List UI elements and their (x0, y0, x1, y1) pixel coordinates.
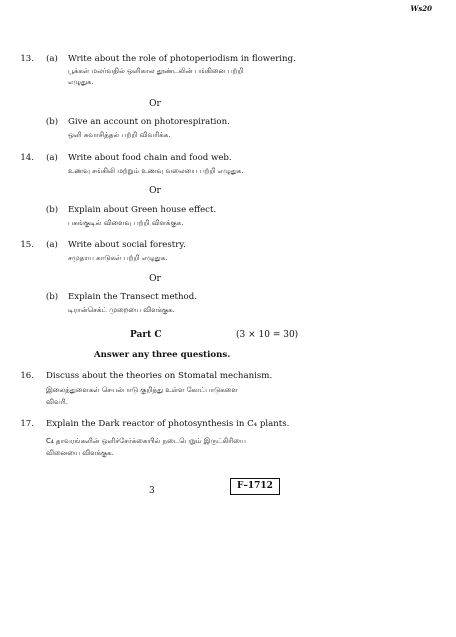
question-13a-tamil-line1: பூக்கள் மலர்வதில் ஒளிகால தூண்டலின் பங்கினை பற்றி (68, 67, 244, 75)
question-15a-tamil: சமுதாய காடுகள் பற்றி எழுதுக. (68, 254, 168, 262)
question-14b-label: (b) (45, 205, 59, 215)
question-14b-text: Explain about Green house effect. (68, 205, 217, 215)
question-14b-tamil: பசுங்குடில் விளைவு பற்றி விளக்குக. (68, 219, 184, 227)
question-14-or: Or (149, 186, 161, 196)
question-13a-tamil-line2: எழுதுக. (68, 78, 94, 86)
question-15b-label: (b) (45, 292, 59, 302)
question-14a-label: (a) (46, 153, 58, 163)
question-17-tamil-line1: C₄ தாவரங்களின் ஒளிச்சேர்க்கையில் நடைபெறும் இருட்கிரியை (46, 437, 246, 445)
page-number: 3 (149, 486, 155, 496)
question-13b-text: Give an account on photorespiration. (68, 117, 230, 127)
question-14a-text: Write about food chain and food web. (68, 153, 232, 163)
question-16-number: 16. (20, 371, 34, 381)
question-14a-tamil: உணவு சங்கிலி மற்றும் உணவு வலையை பற்றி எழுதுக. (68, 167, 244, 175)
part-c-title: Part C (130, 330, 162, 340)
question-15b-tamil: டிரான்செக்ட் முறையை விளக்குக. (68, 306, 175, 314)
question-15b-text: Explain the Transect method. (68, 292, 197, 302)
question-16-tamil-line1: இலைத்துளைகள் செயல்பாடு குறித்து உள்ள கோட்பாடுகளை (46, 386, 238, 394)
part-c-marks: (3 × 10 = 30) (236, 330, 299, 340)
question-15a-text: Write about social forestry. (68, 240, 186, 250)
question-17-number: 17. (20, 419, 34, 429)
question-13-number: 13. (20, 54, 34, 64)
paper-code-box: F–1712 (230, 478, 280, 495)
question-13a-label: (a) (46, 54, 58, 64)
question-16-tamil-line2: விவரி. (46, 398, 68, 406)
question-15a-label: (a) (46, 240, 58, 250)
question-17-tamil-line2: வினையை விளக்குக. (46, 449, 114, 457)
part-c-instruction: Answer any three questions. (94, 350, 231, 360)
question-16-text: Discuss about the theories on Stomatal mechanism. (46, 371, 273, 381)
question-13-or: Or (149, 99, 161, 109)
question-13b-tamil: ஒளி சுவாசித்தல் பற்றி விவரிக்க. (68, 131, 171, 139)
question-13a-text: Write about the role of photoperiodism in flowering. (68, 54, 296, 64)
corner-code: Ws20 (410, 4, 432, 13)
question-15-number: 15. (20, 240, 34, 250)
question-15-or: Or (149, 274, 161, 284)
question-17-text: Explain the Dark reactor of photosynthesis in C₄ plants. (46, 419, 290, 429)
question-14-number: 14. (20, 153, 34, 163)
question-13b-label: (b) (45, 117, 59, 127)
